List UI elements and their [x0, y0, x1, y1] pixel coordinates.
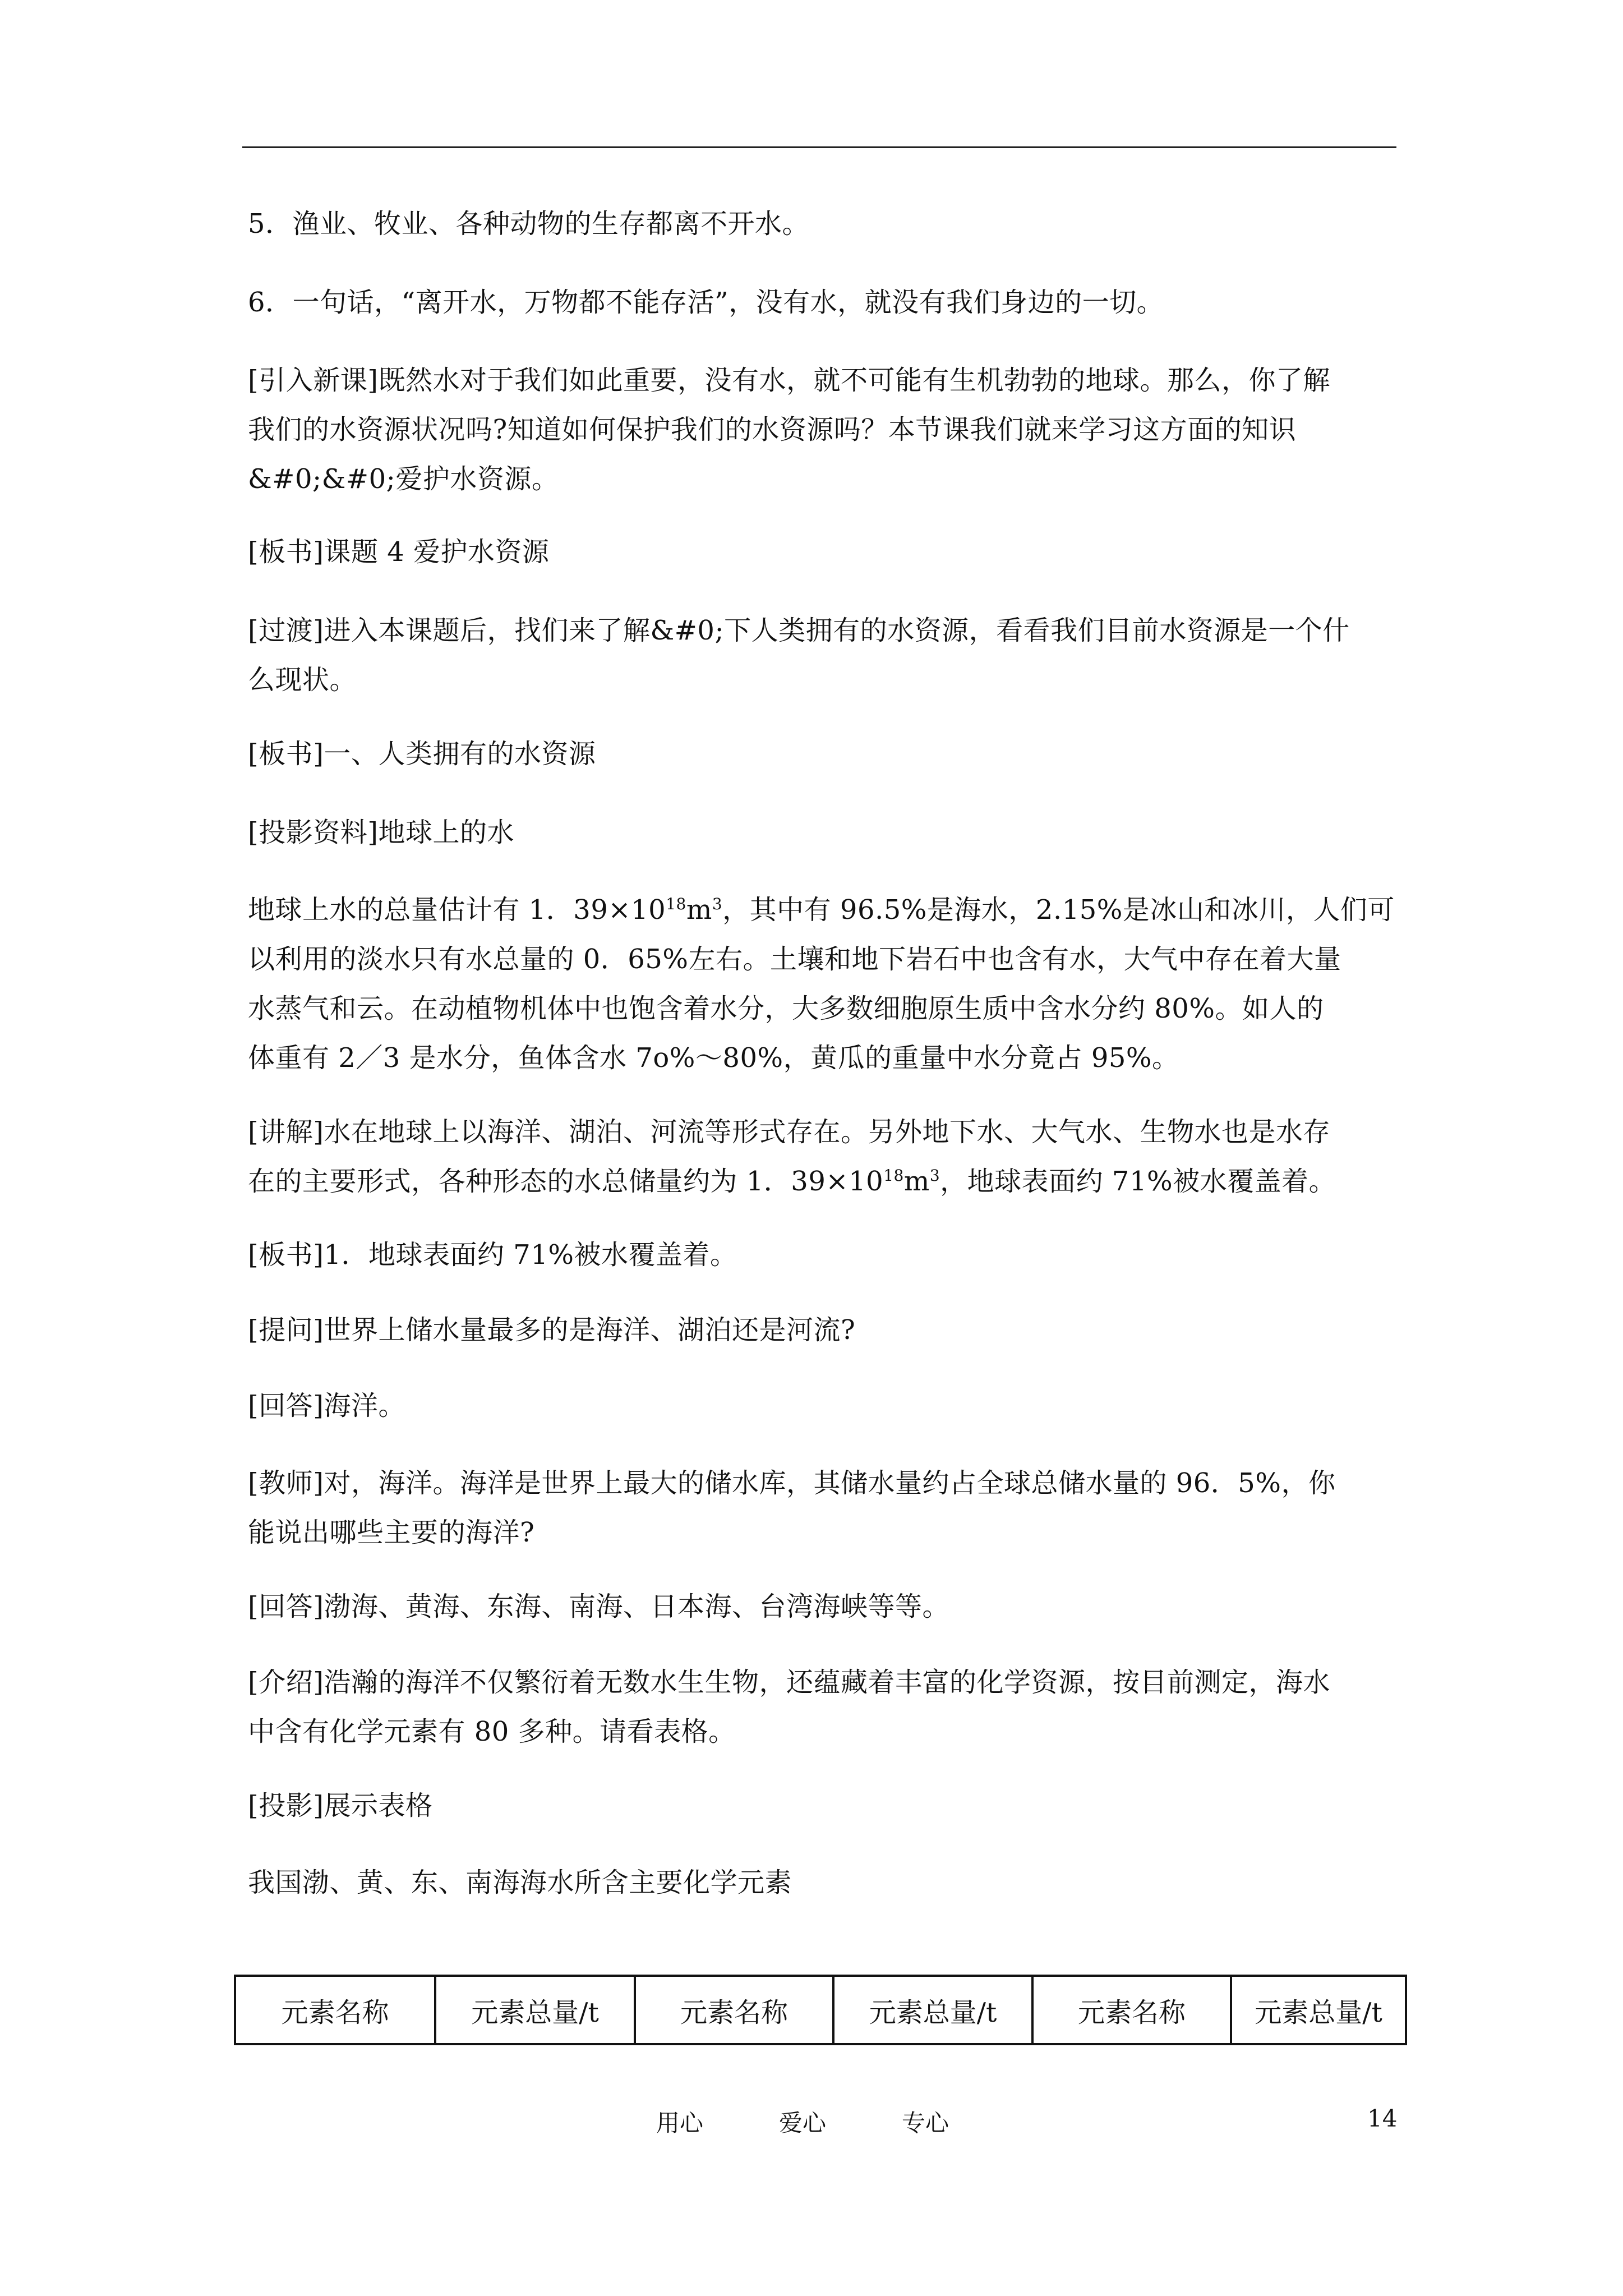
paragraph-projection-material: [248, 808, 1398, 857]
paragraph-explanation: [248, 1107, 1398, 1206]
text-line: 体重有 2／3 是水分，鱼体含水 7o%～80%，黄瓜的重量中水分竟占 95%。: [248, 1042, 1179, 1074]
element-table: [234, 1975, 1407, 2045]
text-line: [248, 1157, 1398, 1206]
table-header-cell: 元素名称: [235, 1976, 435, 2044]
paragraph-transition: [248, 606, 1398, 705]
text-segment: 在的主要形式，各种形态的水总储量约为 1．39×10: [248, 1166, 884, 1197]
paragraph-projection-table: [248, 1781, 1398, 1830]
table-header-cell: 元素总量/t: [435, 1976, 635, 2044]
text-line: 5．渔业、牧业、各种动物的生存都离不开水。: [248, 208, 810, 240]
text-line: 能说出哪些主要的海洋?: [248, 1517, 535, 1548]
header-rule: [242, 146, 1396, 148]
paragraph-fishery: [248, 199, 1398, 249]
text-line: [引入新课]既然水对于我们如此重要，没有水，就不可能有生机勃勃的地球。那么，你了解: [248, 365, 1330, 396]
text-line: &#0;&#0;爱护水资源。: [248, 463, 559, 495]
superscript: 18: [883, 1166, 904, 1185]
paragraph-answer-ocean: [248, 1381, 1398, 1430]
paragraph-summary: [248, 278, 1398, 327]
page-number: 14: [1367, 2105, 1398, 2132]
footer-motto: [656, 2105, 949, 2138]
table-header-cell: 元素名称: [635, 1976, 833, 2044]
text-line: [过渡]进入本课题后，找们来了解&#0;下人类拥有的水资源，看看我们目前水资源是一个什: [248, 615, 1350, 646]
text-line: [讲解]水在地球上以海洋、湖泊、河流等形式存在。另外地下水、大气水、生物水也是水存: [248, 1116, 1330, 1148]
text-line: [介绍]浩瀚的海洋不仅繁衍着无数水生生物，还蕴藏着丰富的化学资源，按目前测定，海水: [248, 1667, 1330, 1698]
text-line: [教师]对，海洋。海洋是世界上最大的储水库，其储水量约占全球总储水量的 96．5%，你: [248, 1467, 1336, 1499]
table-header-cell: 元素名称: [1032, 1976, 1231, 2044]
table-header-row: [235, 1976, 1406, 2044]
text-segment: ，地球表面约 71%被水覆盖着。: [940, 1166, 1336, 1197]
superscript: 3: [712, 895, 723, 913]
text-segment: 地球上水的总量估计有 1．39×10: [248, 894, 666, 926]
text-line: 我国渤、黄、东、南海海水所含主要化学元素: [248, 1867, 792, 1898]
text-line: 水蒸气和云。在动植物机体中也饱含着水分，大多数细胞原生质中含水分约 80%。如人的: [248, 993, 1324, 1024]
paragraph-introduction: [248, 1658, 1398, 1756]
text-line: [回答]渤海、黄海、东海、南海、日本海、台湾海峡等等。: [248, 1591, 949, 1622]
text-line: 6．一句话，“离开水，万物都不能存活”，没有水，就没有我们身边的一切。: [248, 287, 1164, 318]
paragraph-teacher: [248, 1458, 1398, 1557]
table-header-cell: 元素总量/t: [833, 1976, 1032, 2044]
paragraph-board-point-1: [248, 1230, 1398, 1280]
text-line: [板书]1．地球表面约 71%被水覆盖着。: [248, 1239, 737, 1271]
paragraph-board-title: [248, 527, 1398, 577]
text-line: 中含有化学元素有 80 多种。请看表格。: [248, 1716, 736, 1747]
paragraph-board-section-1: [248, 729, 1398, 779]
text-line: 以利用的淡水只有水总量的 0．65%左右。土壤和地下岩石中也含有水，大气中存在着大量: [248, 944, 1341, 975]
table-caption: [248, 1858, 1398, 1907]
footer-motto-word: 用心: [656, 2109, 704, 2137]
text-segment: ，其中有 96.5%是海水，2.15%是冰山和冰川，人们可: [722, 894, 1395, 926]
text-segment: m: [903, 1166, 930, 1197]
text-line: [投影资料]地球上的水: [248, 817, 514, 848]
table-header-cell: 元素总量/t: [1231, 1976, 1406, 2044]
superscript: 3: [929, 1166, 940, 1185]
text-line: [板书]课题 4 爱护水资源: [248, 536, 550, 568]
paragraph-earth-water: [248, 885, 1398, 1083]
footer-motto-word: 爱心: [779, 2109, 827, 2137]
superscript: 18: [666, 895, 686, 913]
paragraph-question: [248, 1305, 1398, 1355]
text-line: [板书]一、人类拥有的水资源: [248, 738, 596, 770]
text-line: 么现状。: [248, 664, 357, 696]
text-line: 我们的水资源状况吗?知道如何保护我们的水资源吗？本节课我们就来学习这方面的知识: [248, 414, 1297, 445]
text-line: [回答]海洋。: [248, 1390, 405, 1421]
footer-motto-word: 专心: [902, 2109, 949, 2137]
text-line: [投影]展示表格: [248, 1790, 433, 1821]
paragraph-answer-seas: [248, 1582, 1398, 1631]
paragraph-intro-new-lesson: [248, 356, 1398, 504]
text-segment: m: [686, 894, 712, 926]
text-line: [提问]世界上储水量最多的是海洋、湖泊还是河流?: [248, 1314, 856, 1346]
text-line: [248, 885, 1398, 935]
